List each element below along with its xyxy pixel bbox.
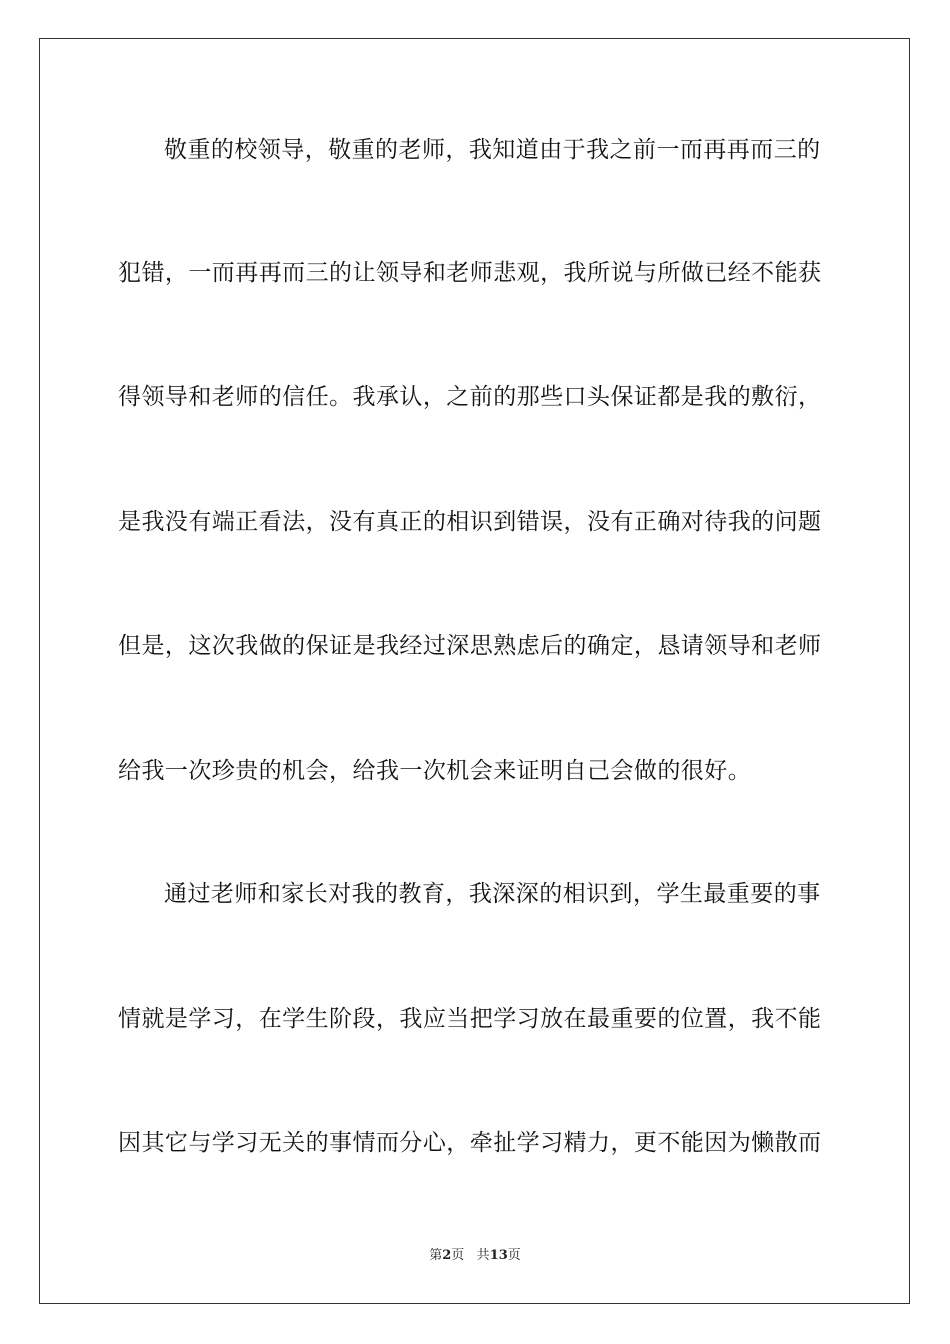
page-suffix: 页 <box>451 1248 465 1263</box>
total-prefix: 共 <box>476 1248 490 1263</box>
paragraph-line: 通过老师和家长对我的教育，我深深的相识到，学生最重要的事 <box>164 881 821 907</box>
total-suffix: 页 <box>507 1248 521 1263</box>
current-page-number: 2 <box>442 1248 452 1263</box>
paragraph-line: 得领导和老师的信任。我承认，之前的那些口头保证都是我的敷衍， <box>118 384 822 410</box>
paragraph-line: 但是，这次我做的保证是我经过深思熟虑后的确定，恳请领导和老师 <box>118 633 822 659</box>
paragraph-line: 情就是学习，在学生阶段，我应当把学习放在最重要的位置，我不能 <box>118 1006 822 1032</box>
paragraph-line: 敬重的校领导，敬重的老师，我知道由于我之前一而再再而三的 <box>164 137 821 163</box>
paragraph-line: 是我没有端正看法，没有真正的相识到错误，没有正确对待我的问题 <box>118 509 822 535</box>
total-pages-number: 13 <box>489 1248 508 1263</box>
paragraph-line: 给我一次珍贵的机会，给我一次机会来证明自己会做的很好。 <box>118 758 752 784</box>
paragraph-line: 因其它与学习无关的事情而分心，牵扯学习精力，更不能因为懒散而 <box>118 1130 822 1156</box>
page-prefix: 第 <box>429 1248 443 1263</box>
page-footer <box>0 1248 950 1264</box>
paragraph-line: 犯错，一而再再而三的让领导和老师悲观，我所说与所做已经不能获 <box>118 260 822 286</box>
page-border <box>39 38 910 1304</box>
